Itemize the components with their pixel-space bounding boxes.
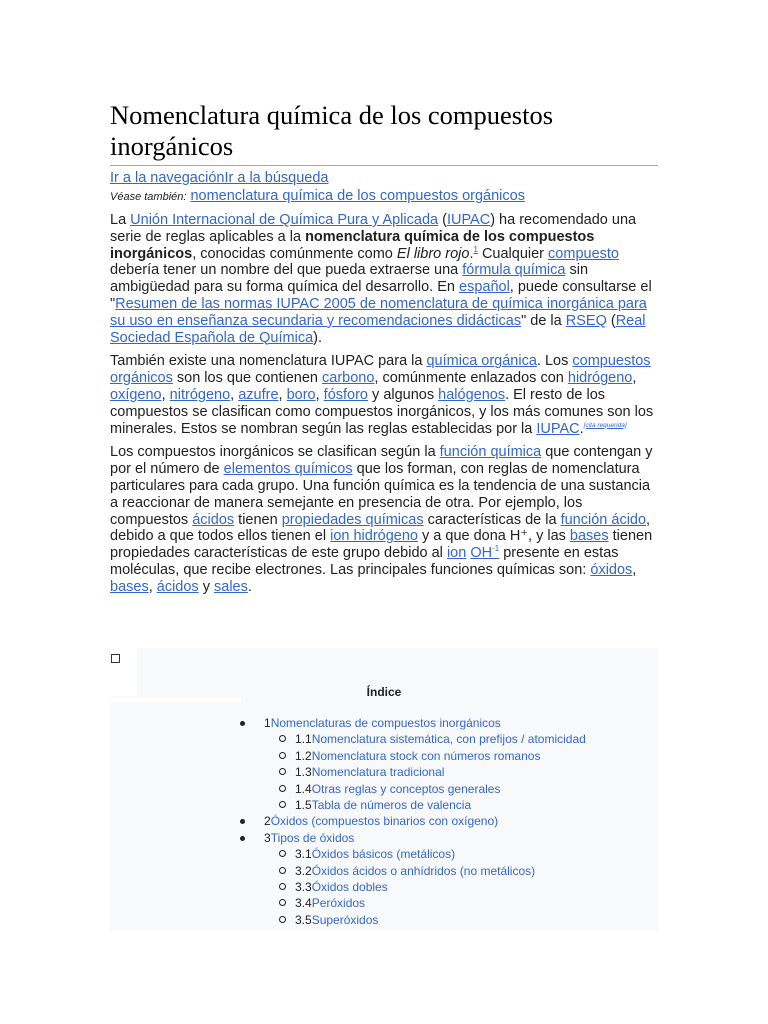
link-azufre[interactable]: azufre xyxy=(238,386,279,403)
link-nitrogeno[interactable]: nitrógeno xyxy=(169,386,231,403)
text: . Los xyxy=(536,353,573,370)
see-also-note xyxy=(110,187,658,206)
link-oxigeno[interactable]: oxígeno xyxy=(110,386,162,403)
circle-bullet-icon xyxy=(279,867,286,874)
toc-item-link[interactable]: Óxidos ácidos o anhídridos (no metálicos) xyxy=(311,863,536,878)
toc-item xyxy=(110,748,658,764)
toc-item-link[interactable]: Óxidos (compuestos binarios con oxígeno) xyxy=(270,814,499,829)
toc-item-number: 1 xyxy=(264,716,271,730)
link-rseq-full[interactable]: Real Sociedad Española de Química xyxy=(110,312,646,346)
text: tienen propiedades características de este grupo debido al xyxy=(110,528,653,562)
text: , xyxy=(632,561,637,578)
bullet-icon xyxy=(240,819,245,824)
toc-item-link[interactable]: Nomenclaturas de compuestos inorgánicos xyxy=(270,716,501,730)
text: ( xyxy=(606,312,616,329)
see-also-label: Véase también: xyxy=(110,191,187,203)
toc-item-entry xyxy=(295,846,455,862)
link-funcion-quimica[interactable]: función química xyxy=(439,444,542,461)
text: y xyxy=(198,578,214,595)
text: son los que contienen xyxy=(172,370,323,387)
text: . xyxy=(247,578,252,595)
link-resumen-normas[interactable]: Resumen de las normas IUPAC 2005 de nomenclatura de química inorgánica para su uso en enseñanza secundaria y recomendaciones didácticas xyxy=(110,295,647,329)
link-oxidos[interactable]: óxidos xyxy=(590,561,633,578)
oh-charge: -1 xyxy=(492,544,500,554)
toc-item xyxy=(110,731,658,747)
toc-item-entry xyxy=(295,764,444,780)
toc-item-link[interactable]: Tipos de óxidos xyxy=(270,830,355,845)
circle-bullet-icon xyxy=(279,735,286,742)
toc-item-number: 2 xyxy=(264,814,271,829)
toc-item-number: 3.2 xyxy=(295,863,312,878)
bullet-icon xyxy=(240,721,245,726)
cita-requerida-link[interactable]: [cita requerida] xyxy=(583,421,627,429)
jump-links xyxy=(110,169,658,187)
toc-item-link[interactable]: Otras reglas y conceptos generales xyxy=(311,781,501,796)
link-elementos-quimicos[interactable]: elementos químicos xyxy=(223,461,353,478)
article xyxy=(110,100,658,927)
toc-item-entry xyxy=(264,715,501,731)
text: que contengan y por el número de xyxy=(110,444,653,478)
toc-item xyxy=(110,830,658,846)
toc-item xyxy=(110,781,658,797)
link-fosforo[interactable]: fósforo xyxy=(323,386,369,403)
toc-item-entry xyxy=(295,863,535,879)
text: , debido a que todos ellos tienen el xyxy=(110,511,651,545)
text: También existe una nomenclatura IUPAC para la xyxy=(110,353,427,370)
link-formula-quimica[interactable]: fórmula química xyxy=(462,262,566,279)
text: . El resto de los compuestos se clasifican como compuestos inorgánicos, y los más comunes son los minerales. Estos se nombran según las reglas establecidas por la xyxy=(110,386,654,437)
toc-item-number: 1.4 xyxy=(295,781,312,796)
circle-bullet-icon xyxy=(279,916,286,923)
text: debería tener un nombre del que pueda extraerse una xyxy=(110,262,463,279)
circle-bullet-icon xyxy=(279,801,286,808)
text: Los compuestos inorgánicos se clasifican según la xyxy=(110,444,440,461)
toc-item-link[interactable]: Óxidos básicos (metálicos) xyxy=(311,847,456,862)
toc-item-number: 1.3 xyxy=(295,765,312,780)
link-acidos[interactable]: ácidos xyxy=(192,511,235,528)
toc-item-number: 1.1 xyxy=(295,732,312,747)
see-also-link[interactable]: nomenclatura química de los compuestos orgánicos xyxy=(190,188,525,204)
text: , puede consultarse el " xyxy=(110,279,652,312)
link-boro[interactable]: boro xyxy=(286,386,316,403)
text: y algunos xyxy=(368,386,439,403)
toc-item-entry xyxy=(295,912,378,928)
text: , xyxy=(148,578,157,595)
toc-item-entry xyxy=(295,797,471,813)
link-iupac[interactable]: IUPAC xyxy=(446,212,491,228)
text: , xyxy=(315,386,324,403)
link-propiedades-quimicas[interactable]: propiedades químicas xyxy=(281,511,424,528)
circle-bullet-icon xyxy=(279,752,286,759)
toc-item xyxy=(110,879,658,895)
paragraph-intro xyxy=(110,212,658,346)
text: ). xyxy=(313,329,322,346)
toc-item-link[interactable]: Nomenclatura tradicional xyxy=(311,765,445,780)
link-ion[interactable]: ion xyxy=(446,545,467,562)
toc-item-number: 3.5 xyxy=(295,912,312,927)
toc-item-link[interactable]: Peróxidos xyxy=(311,896,366,911)
link-bases[interactable]: bases xyxy=(569,528,609,545)
link-compuestos-organicos[interactable]: compuestos orgánicos xyxy=(110,353,651,387)
toc-item-number: 3.3 xyxy=(295,879,312,894)
toc-item xyxy=(110,895,658,911)
table-of-contents xyxy=(110,648,658,930)
link-halogenos[interactable]: halógenos xyxy=(438,386,506,403)
text: . xyxy=(469,245,474,262)
italic-libro-rojo: El libro rojo xyxy=(396,245,470,262)
text: y a que dona H⁺, y las xyxy=(417,528,570,545)
toc-item xyxy=(110,797,658,813)
circle-bullet-icon xyxy=(279,785,286,792)
circle-bullet-icon xyxy=(279,899,286,906)
toc-item-entry xyxy=(264,830,354,846)
text: , comúnmente enlazados con xyxy=(374,370,568,387)
paragraph-classification xyxy=(110,444,658,595)
toc-item-number: 3.4 xyxy=(295,896,312,911)
toc-item-link[interactable]: Tabla de números de valencia xyxy=(311,797,472,812)
toc-item-link[interactable]: Nomenclatura sistemática, con prefijos / atomicidad xyxy=(311,732,586,747)
text: presente en estas moléculas, que recibe electrones. Las principales funciones químicas son: xyxy=(110,545,619,578)
toc-item xyxy=(110,863,658,879)
link-funcion-acido[interactable]: función ácido xyxy=(560,511,647,528)
text: , xyxy=(278,386,287,403)
paragraph-organic xyxy=(110,353,658,437)
link-carbono[interactable]: carbono xyxy=(322,370,375,387)
text: , xyxy=(632,370,637,387)
text: . xyxy=(579,420,584,437)
toc-item-entry xyxy=(295,781,500,797)
toc-item xyxy=(110,846,658,862)
toc-item-entry xyxy=(295,879,388,895)
bullet-icon xyxy=(240,836,245,841)
reference-1-link[interactable]: 1 xyxy=(473,244,478,254)
link-rseq[interactable]: RSEQ xyxy=(565,312,607,329)
toc-item-number: 1.5 xyxy=(295,797,312,812)
link-espanol[interactable]: español xyxy=(459,279,510,296)
link-acidos-2[interactable]: ácidos xyxy=(156,578,199,595)
link-iupac-full[interactable]: Unión Internacional de Química Pura y Aplicada xyxy=(130,212,439,228)
text: Cualquier xyxy=(477,245,549,262)
link-compuesto[interactable]: compuesto xyxy=(548,245,619,262)
toc-item-number: 1.2 xyxy=(295,748,312,763)
toc-item-entry xyxy=(295,895,365,911)
jump-to-navigation-link[interactable]: Ir a la navegación xyxy=(110,170,225,186)
toc-item-entry xyxy=(264,813,498,829)
link-iupac-2[interactable]: IUPAC xyxy=(536,420,580,437)
text: , conocidas comúnmente como xyxy=(192,245,397,262)
link-hidrogeno[interactable]: hidrógeno xyxy=(567,370,633,387)
toc-item-number: 3.1 xyxy=(295,847,312,862)
toc-item-link[interactable]: Nomenclatura stock con números romanos xyxy=(311,748,541,763)
link-ion-hidrogeno[interactable]: ion hidrógeno xyxy=(330,528,418,545)
bold-article-subject: nomenclatura química de los compuestos inorgánicos xyxy=(110,228,595,262)
text: , xyxy=(161,386,170,403)
link-oh[interactable] xyxy=(470,545,499,561)
circle-bullet-icon xyxy=(279,768,286,775)
page-title: Nomenclatura química de los compuestos inorgánicos xyxy=(110,100,658,166)
circle-bullet-icon xyxy=(279,850,286,857)
text: ( xyxy=(438,212,447,228)
text: sin ambigüedad para su forma química del desarrollo. En xyxy=(110,262,589,296)
text: características de la xyxy=(423,511,561,528)
link-quimica-organica[interactable]: química orgánica xyxy=(426,353,537,370)
text: ) ha recomendado una serie de reglas aplicables a la xyxy=(110,212,637,245)
toc-item-entry xyxy=(295,731,586,747)
toc-title: Índice xyxy=(366,685,402,699)
link-sales[interactable]: sales xyxy=(214,578,248,595)
text: tienen xyxy=(234,511,282,528)
toc-item-link[interactable]: Óxidos dobles xyxy=(311,879,388,894)
text: que los forman, con reglas de nomenclatura particulares para cada grupo. Una función química es la tendencia de una sustancia a reaccionar de manera semejante en presencia de otra. Por ejemplo, los compuestos xyxy=(110,461,651,528)
jump-to-search-link[interactable]: Ir a la búsqueda xyxy=(224,170,329,186)
toc-item xyxy=(110,764,658,780)
text: La xyxy=(110,212,131,228)
toc-item-link[interactable]: Superóxidos xyxy=(311,912,379,927)
link-bases-2[interactable]: bases xyxy=(110,578,149,595)
toc-item xyxy=(110,715,658,731)
toc-item-entry xyxy=(295,748,540,764)
text: " de la xyxy=(521,312,566,329)
text: , xyxy=(230,386,239,403)
toc-item-number: 3 xyxy=(264,830,271,845)
toc-item xyxy=(110,912,658,928)
toc-list xyxy=(110,715,658,928)
oh-label: OH xyxy=(470,545,493,562)
circle-bullet-icon xyxy=(279,883,286,890)
toc-toggle-checkbox[interactable] xyxy=(111,654,120,663)
toc-item xyxy=(110,813,658,829)
